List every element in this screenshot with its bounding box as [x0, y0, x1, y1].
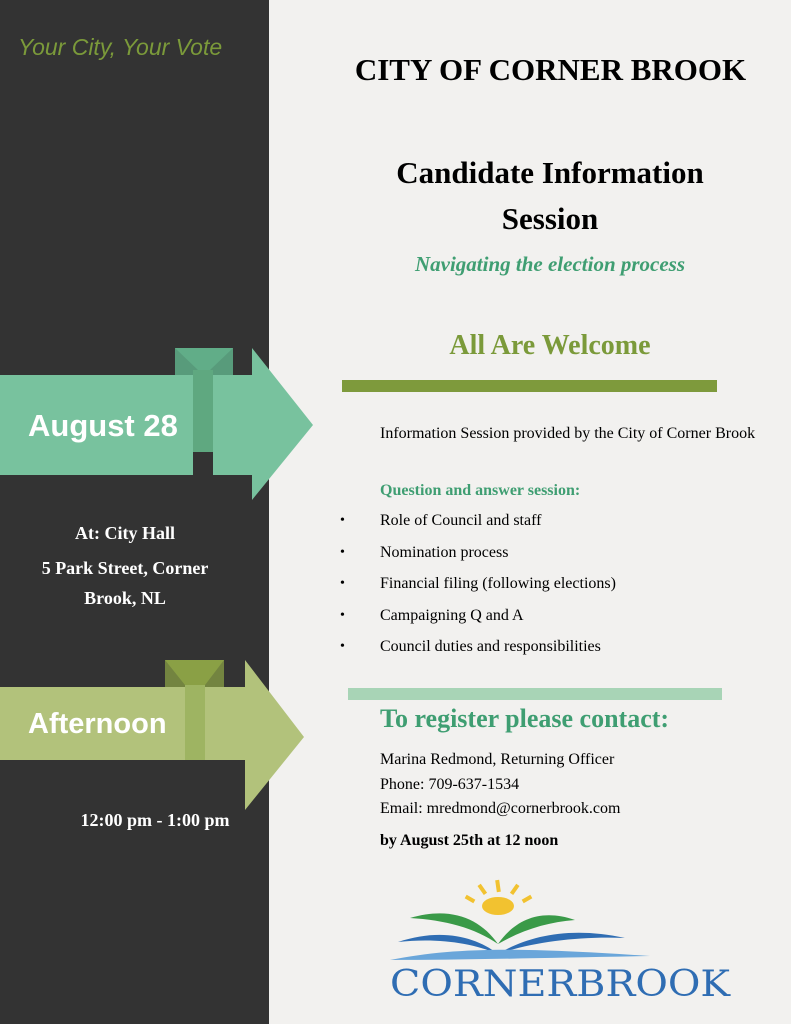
- topic-text: Nomination process: [380, 543, 509, 561]
- list-item: [340, 573, 616, 605]
- event-period: Afternoon: [28, 708, 167, 740]
- topic-text: Campaigning Q and A: [380, 606, 524, 624]
- page-title: CITY OF CORNER BROOK: [354, 52, 747, 87]
- topic-text: Council duties and responsibilities: [380, 638, 601, 655]
- bullet-icon: •: [340, 607, 345, 623]
- contact-phone: Phone: 709-637-1534: [380, 775, 520, 793]
- list-item: [340, 510, 616, 542]
- list-item: [340, 542, 616, 574]
- qa-heading: Question and answer session:: [380, 482, 581, 499]
- session-title-line2: Session: [501, 201, 599, 236]
- venue-address: 5 Park Street, Corner: [41, 558, 209, 578]
- session-title: [350, 150, 750, 242]
- bullet-icon: •: [340, 513, 345, 528]
- venue-city: Brook, NL: [84, 588, 166, 608]
- list-item: [340, 605, 616, 637]
- event-date: August 28: [28, 408, 178, 443]
- sidebar: [0, 0, 269, 1024]
- divider-bar: [342, 380, 717, 392]
- slogan: Your City, Your Vote: [18, 34, 223, 60]
- event-time: 12:00 pm - 1:00 pm: [80, 810, 230, 830]
- contact-block: [380, 748, 620, 822]
- topic-text: Role of Council and staff: [380, 512, 542, 529]
- bullet-icon: •: [340, 576, 345, 591]
- welcome-heading: All Are Welcome: [449, 330, 651, 361]
- contact-email: Email: mredmond@cornerbrook.com: [380, 800, 621, 817]
- intro-text: Information Session provided by the City of Corner Brook: [380, 425, 756, 442]
- bullet-icon: •: [340, 639, 345, 654]
- logo-wordmark: CORNERBROOK: [390, 964, 732, 1005]
- bullet-icon: •: [340, 544, 345, 560]
- divider-bar: [348, 688, 722, 700]
- topic-list: [340, 510, 616, 668]
- session-title-line1: Candidate Information: [396, 155, 704, 190]
- subtitle: Navigating the election process: [414, 252, 686, 276]
- topic-text: Financial filing (following elections): [380, 575, 616, 592]
- register-heading: To register please contact:: [380, 704, 670, 733]
- contact-name: Marina Redmond, Returning Officer: [380, 751, 615, 768]
- venue-name: At: City Hall: [75, 523, 175, 543]
- sun-icon: [465, 880, 533, 915]
- registration-deadline: by August 25th at 12 noon: [380, 832, 559, 849]
- corner-brook-logo: [380, 878, 740, 1008]
- list-item: [340, 636, 616, 668]
